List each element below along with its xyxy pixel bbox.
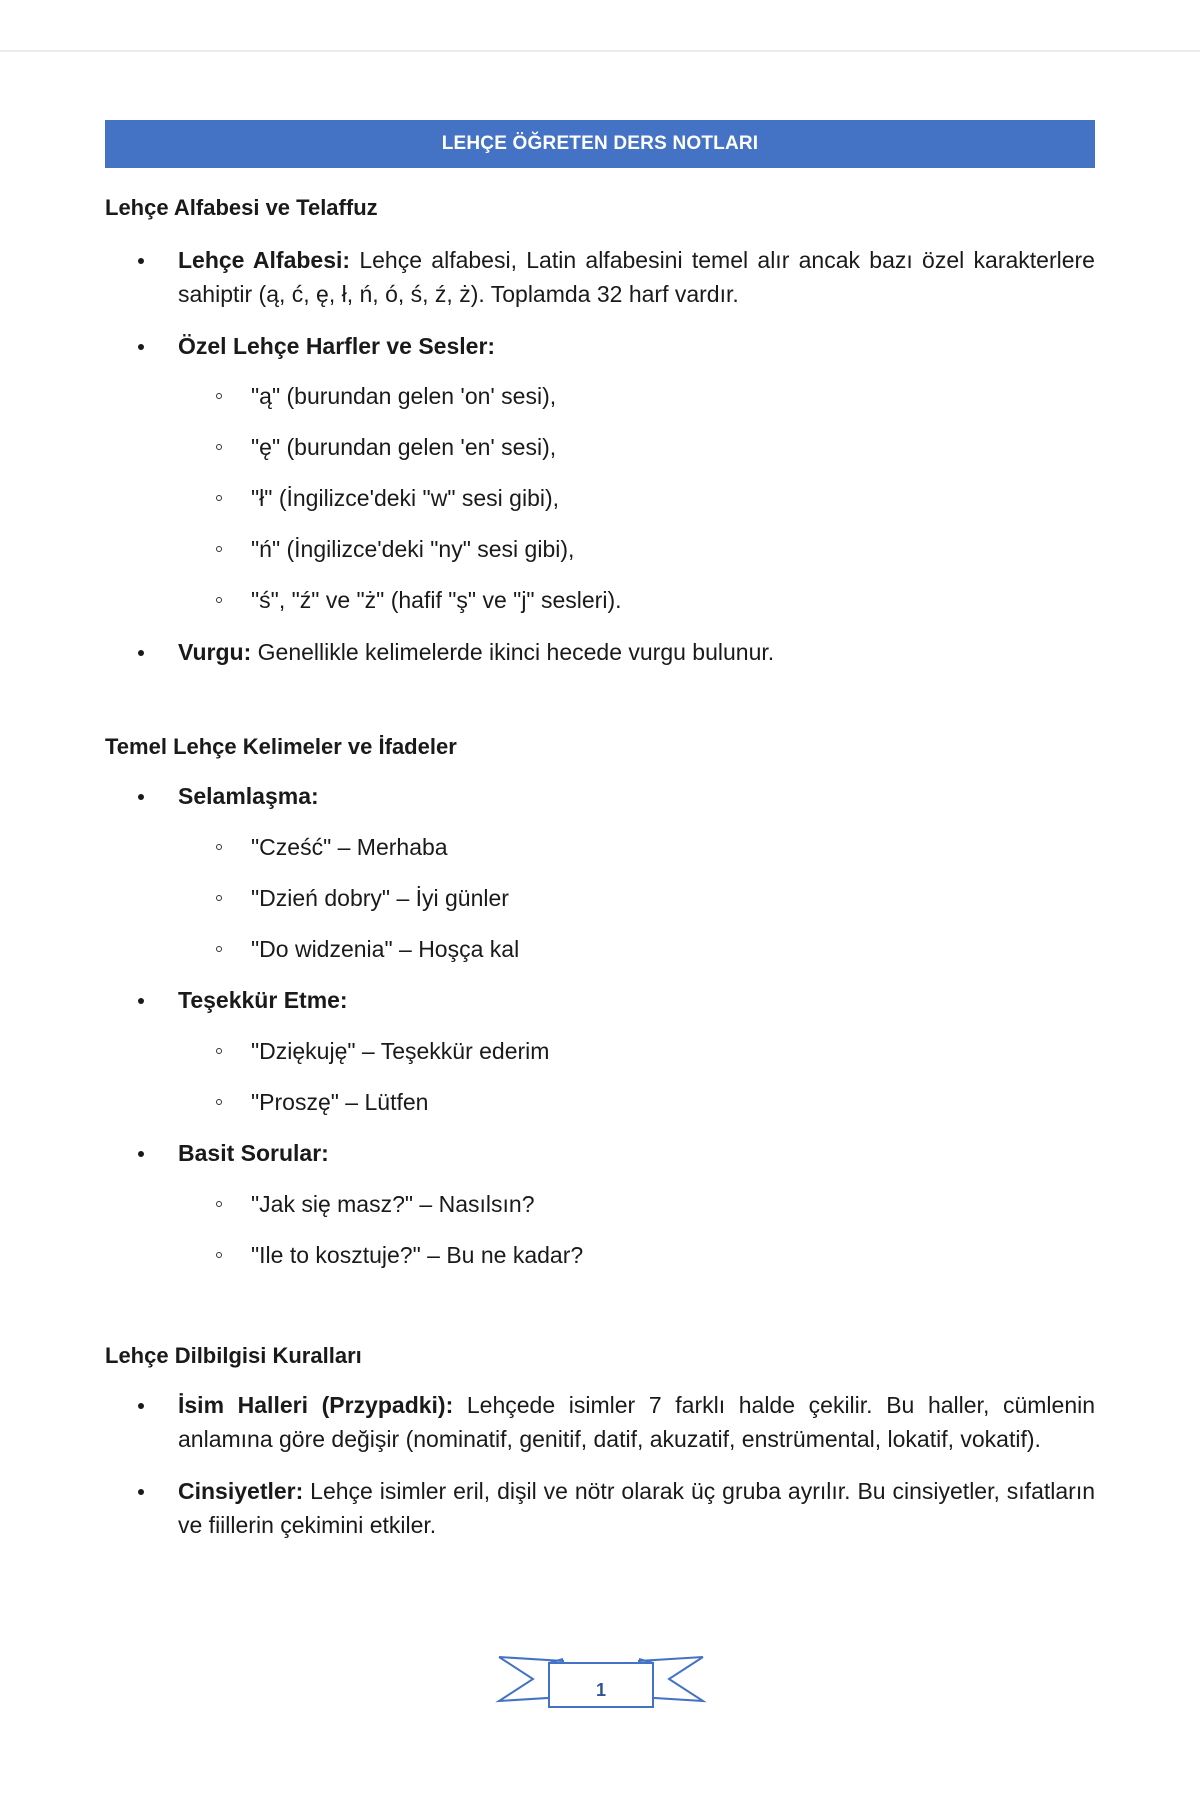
bullet-thanks: [105, 983, 1095, 1119]
sub-bullet: [216, 546, 222, 552]
bullet-lead: Vurgu:: [178, 639, 252, 665]
sub-item-text: "Dziękuję" – Teşekkür ederim: [251, 1038, 550, 1064]
sub-bullet: [216, 895, 222, 901]
sub-item-text: "ń" (İngilizce'deki "ny" sesi gibi),: [251, 536, 575, 562]
greetings-sublist: [105, 830, 1095, 966]
bullet-dot: [138, 794, 144, 800]
sub-item-text: "Proszę" – Lütfen: [251, 1089, 429, 1115]
sub-item: [105, 1238, 1095, 1272]
sub-item-text: "ą" (burundan gelen 'on' sesi),: [251, 383, 557, 409]
sub-item: [105, 932, 1095, 966]
sub-bullet: [216, 1252, 222, 1258]
bullet-lead: Teşekkür Etme:: [178, 987, 348, 1013]
sub-item: [105, 430, 1095, 464]
bullet-lead: Selamlaşma:: [178, 783, 319, 809]
sub-item: [105, 532, 1095, 566]
section-title-alphabet: Lehçe Alfabesi ve Telaffuz: [105, 195, 378, 220]
sub-item: [105, 1085, 1095, 1119]
sub-item-text: "Jak się masz?" – Nasılsın?: [251, 1191, 535, 1217]
sub-bullet: [216, 946, 222, 952]
section-title-grammar: Lehçe Dilbilgisi Kuralları: [105, 1343, 362, 1368]
section-title-phrases: Temel Lehçe Kelimeler ve İfadeler: [105, 734, 457, 759]
sub-item: [105, 583, 1095, 617]
sub-item: [105, 1187, 1095, 1221]
sub-bullet: [216, 444, 222, 450]
sub-item: [105, 881, 1095, 915]
bullet-greetings: [105, 779, 1095, 966]
bullet-dot: [138, 1403, 144, 1409]
section-grammar-list: [105, 1388, 1095, 1542]
document-title-bar: [105, 120, 1095, 168]
bullet-alphabet: [105, 243, 1095, 311]
section-phrases-list: [105, 779, 1095, 1272]
bullet-dot: [138, 650, 144, 656]
document-page: [105, 120, 1095, 1542]
bullet-text: Lehçe alfabesi, Latin alfabesini temel alır ancak bazı özel karakterlere sahiptir (ą, ć, ę, ł, ń, ó, ś, ź, ż). Toplamda 32 harf vardır.: [178, 247, 1095, 307]
sub-bullet: [216, 495, 222, 501]
sub-bullet: [216, 597, 222, 603]
bullet-genders: [105, 1474, 1095, 1542]
sub-item-text: "ę" (burundan gelen 'en' sesi),: [251, 434, 557, 460]
thanks-sublist: [105, 1034, 1095, 1119]
bullet-text: Lehçede isimler 7 farklı halde çekilir. Bu haller, cümlenin anlamına göre değişir (nominatif, genitif, datif, akuzatif, enstrümental, lokatif, vokatif).: [178, 1392, 1096, 1452]
bullet-dot: [138, 1151, 144, 1157]
bullet-questions: [105, 1136, 1095, 1272]
bullet-lead: Basit Sorular:: [178, 1140, 329, 1166]
questions-sublist: [105, 1187, 1095, 1272]
bullet-dot: [138, 258, 144, 264]
sub-item-text: "Dzień dobry" – İyi günler: [251, 885, 509, 911]
bullet-lead: Özel Lehçe Harfler ve Sesler:: [178, 333, 496, 359]
sub-bullet: [216, 393, 222, 399]
page-ribbon-icon: [493, 1647, 709, 1711]
sub-item: [105, 481, 1095, 515]
bullet-lead: Lehçe Alfabesi:: [178, 247, 351, 273]
sub-item-text: "Ile to kosztuje?" – Bu ne kadar?: [251, 1242, 584, 1268]
sub-item-text: "ł" (İngilizce'deki "w" sesi gibi),: [251, 485, 560, 511]
bullet-text: Lehçe isimler eril, dişil ve nötr olarak üç gruba ayrılır. Bu cinsiyetler, sıfatların ve fiillerin çekimini etkiler.: [178, 1478, 1095, 1538]
sub-bullet: [216, 844, 222, 850]
bullet-special-letters: [105, 329, 1095, 617]
bullet-text: Genellikle kelimelerde ikinci hecede vurgu bulunur.: [251, 639, 775, 665]
bullet-stress: [105, 635, 1095, 669]
sub-item-text: "ś", "ź" ve "ż" (hafif "ş" ve "j" sesleri).: [251, 587, 622, 613]
bullet-dot: [138, 1489, 144, 1495]
sub-item: [105, 1034, 1095, 1068]
sub-item-text: "Do widzenia" – Hoşça kal: [251, 936, 520, 962]
sub-item: [105, 830, 1095, 864]
special-letters-sublist: [105, 379, 1095, 617]
bullet-dot: [138, 344, 144, 350]
document-title: LEHÇE ÖĞRETEN DERS NOTLARI: [441, 133, 759, 154]
sub-bullet: [216, 1201, 222, 1207]
sub-bullet: [216, 1099, 222, 1105]
page-number: 1: [595, 1680, 606, 1700]
bullet-lead: İsim Halleri (Przypadki):: [178, 1392, 454, 1418]
sub-bullet: [216, 1048, 222, 1054]
top-divider: [0, 50, 1200, 52]
bullet-cases: [105, 1388, 1095, 1456]
section-alphabet-list: [105, 243, 1095, 669]
bullet-dot: [138, 998, 144, 1004]
sub-item: [105, 379, 1095, 413]
sub-item-text: "Cześć" – Merhaba: [251, 834, 448, 860]
bullet-lead: Cinsiyetler:: [178, 1478, 304, 1504]
